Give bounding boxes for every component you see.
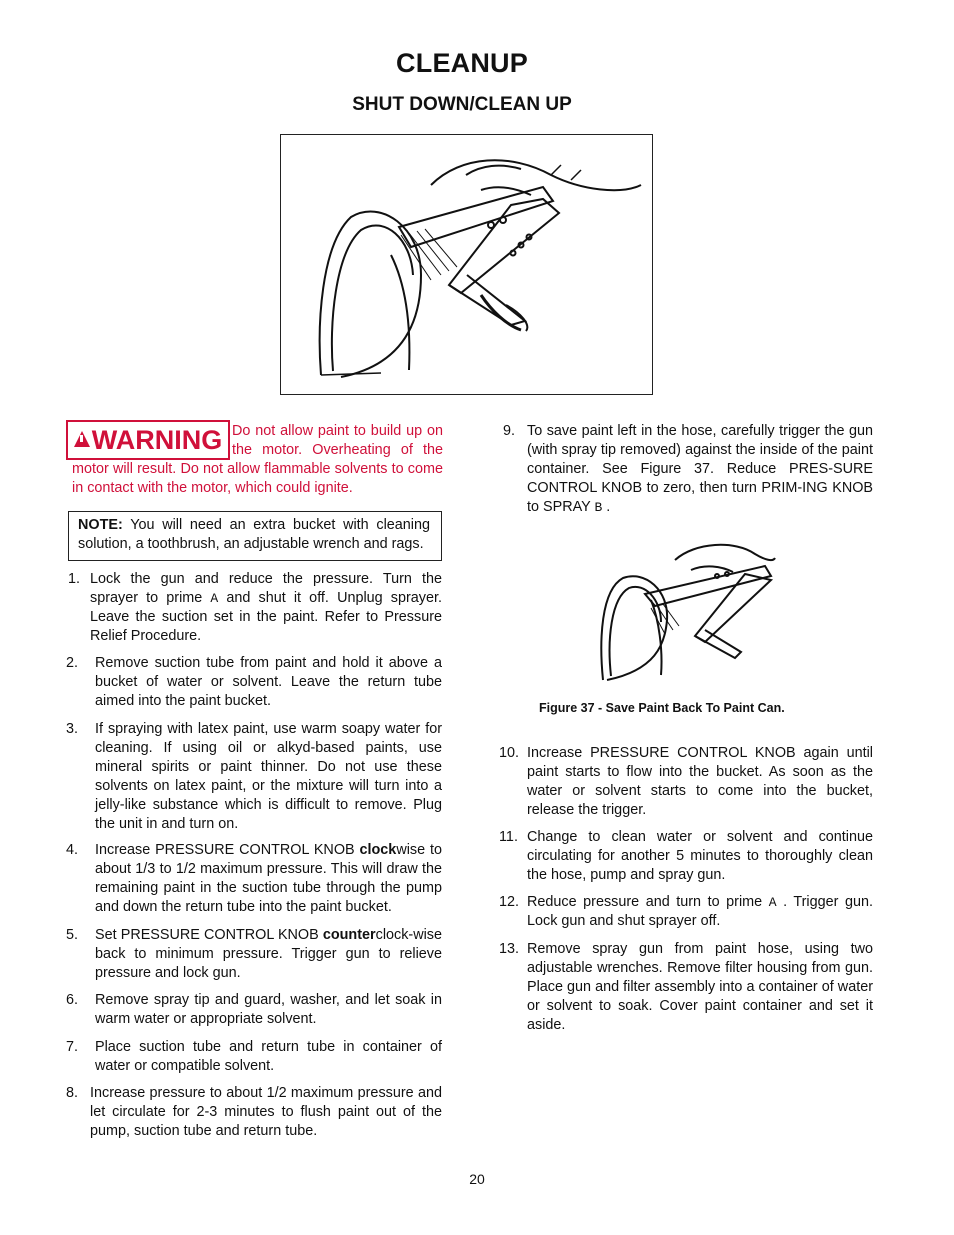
- step-1-text: Lock the gun and reduce the pressure. Turn the sprayer to prime A and shut it off. Unplug sprayer. Leave the suction set in the paint. Refer to Pressure Relief Procedure.: [90, 571, 442, 644]
- warning-label: WARNING: [91, 425, 223, 455]
- step-11-text: Change to clean water or solvent and continue circulating for another 5 minutes to thoroughly clean the hose, pump and spray gun.: [527, 829, 873, 883]
- step-13-text: Remove spray gun from paint hose, using two adjustable wrenches. Remove filter housing from gun. Place gun and filter assembly into a container of water or solvent to soak. Cover paint container and set it aside.: [527, 941, 873, 1033]
- step-9-text: To save paint left in the hose, carefully trigger the gun (with spray tip removed) against the inside of the paint container. See Figure 37. Reduce PRES-SURE CONTROL KNOB to zero, then turn PRIM-ING KNOB to SPRAY B .: [527, 423, 873, 515]
- step-number: 9.: [503, 423, 516, 439]
- step-4-text: Increase PRESSURE CONTROL KNOB clockwise to about 1/3 to 1/2 maximum pressure. This will draw the remaining paint in the suction tube through the pump and down the return tube into the paint bucket.: [95, 842, 443, 915]
- step-number: 4.: [66, 842, 79, 858]
- figure-caption: Figure 37 - Save Paint Back To Paint Can.: [539, 701, 785, 715]
- figure-37-illustration: [595, 530, 777, 690]
- step-10-text: Increase PRESSURE CONTROL KNOB again until paint starts to flow into the bucket. As soon as the water or solvent starts to come into the bucket, release the trigger.: [527, 745, 873, 818]
- step-number: 3.: [66, 721, 79, 737]
- warning-badge: [66, 420, 230, 460]
- step-8-text: Increase pressure to about 1/2 maximum pressure and let circulate for 2-3 minutes to flush paint out of the pump, suction tube and return tube.: [90, 1085, 442, 1139]
- save-paint-drawing: [595, 530, 777, 690]
- step-12-text: Reduce pressure and turn to prime A . Trigger gun. Lock gun and shut sprayer off.: [527, 894, 873, 929]
- step-number: 13.: [499, 941, 520, 957]
- step-number: 11.: [499, 829, 518, 845]
- step-number: 1.: [68, 571, 81, 587]
- note-label: NOTE:: [78, 517, 123, 533]
- step-number: 2.: [66, 655, 79, 671]
- warning-text: Do not allow paint to build up on the motor. Overheating of the motor will result. Do not allow flammable solvents to come in contact with the motor, which could ignite.: [72, 423, 443, 496]
- step-3-text: If spraying with latex paint, use warm soapy water for cleaning. If using oil or alkyd-based paints, use mineral spirits or paint thinner. Do not use these solvents on latex paint, or the mixture will turn into a jelly-like substance which is difficult to remove. Plug the unit in and turn on.: [95, 721, 442, 832]
- step-number: 10.: [499, 745, 520, 761]
- step-number: 12.: [499, 894, 520, 910]
- step-number: 7.: [66, 1039, 79, 1055]
- step-6-text: Remove spray tip and guard, washer, and let soak in warm water or appropriate solvent.: [95, 992, 442, 1027]
- page-title: CLEANUP: [396, 48, 528, 78]
- prime-a-marker: A: [768, 895, 777, 910]
- step-7-text: Place suction tube and return tube in container of water or compatible solvent.: [95, 1039, 442, 1074]
- cleanup-illustration: [280, 134, 653, 395]
- section-subtitle: SHUT DOWN/CLEAN UP: [352, 94, 572, 115]
- note-text-block: [78, 516, 430, 554]
- warning-triangle-icon: [74, 431, 90, 447]
- step-number: 6.: [66, 992, 79, 1008]
- note-text: You will need an extra bucket with cleaning solution, a toothbrush, an adjustable wrench and rags.: [78, 517, 430, 552]
- prime-a-marker: A: [210, 591, 219, 606]
- step-number: 8.: [66, 1085, 79, 1101]
- step-5-text: Set PRESSURE CONTROL KNOB counterclock-wise back to minimum pressure. Trigger gun to relieve pressure and lock gun.: [95, 927, 442, 981]
- step-number: 5.: [66, 927, 79, 943]
- spray-gun-bucket-drawing: [281, 135, 651, 393]
- spray-b-marker: B: [594, 500, 603, 515]
- page-number: 20: [469, 1171, 485, 1187]
- step-2-text: Remove suction tube from paint and hold it above a bucket of water or solvent. Leave the return tube aimed into the paint bucket.: [95, 655, 442, 709]
